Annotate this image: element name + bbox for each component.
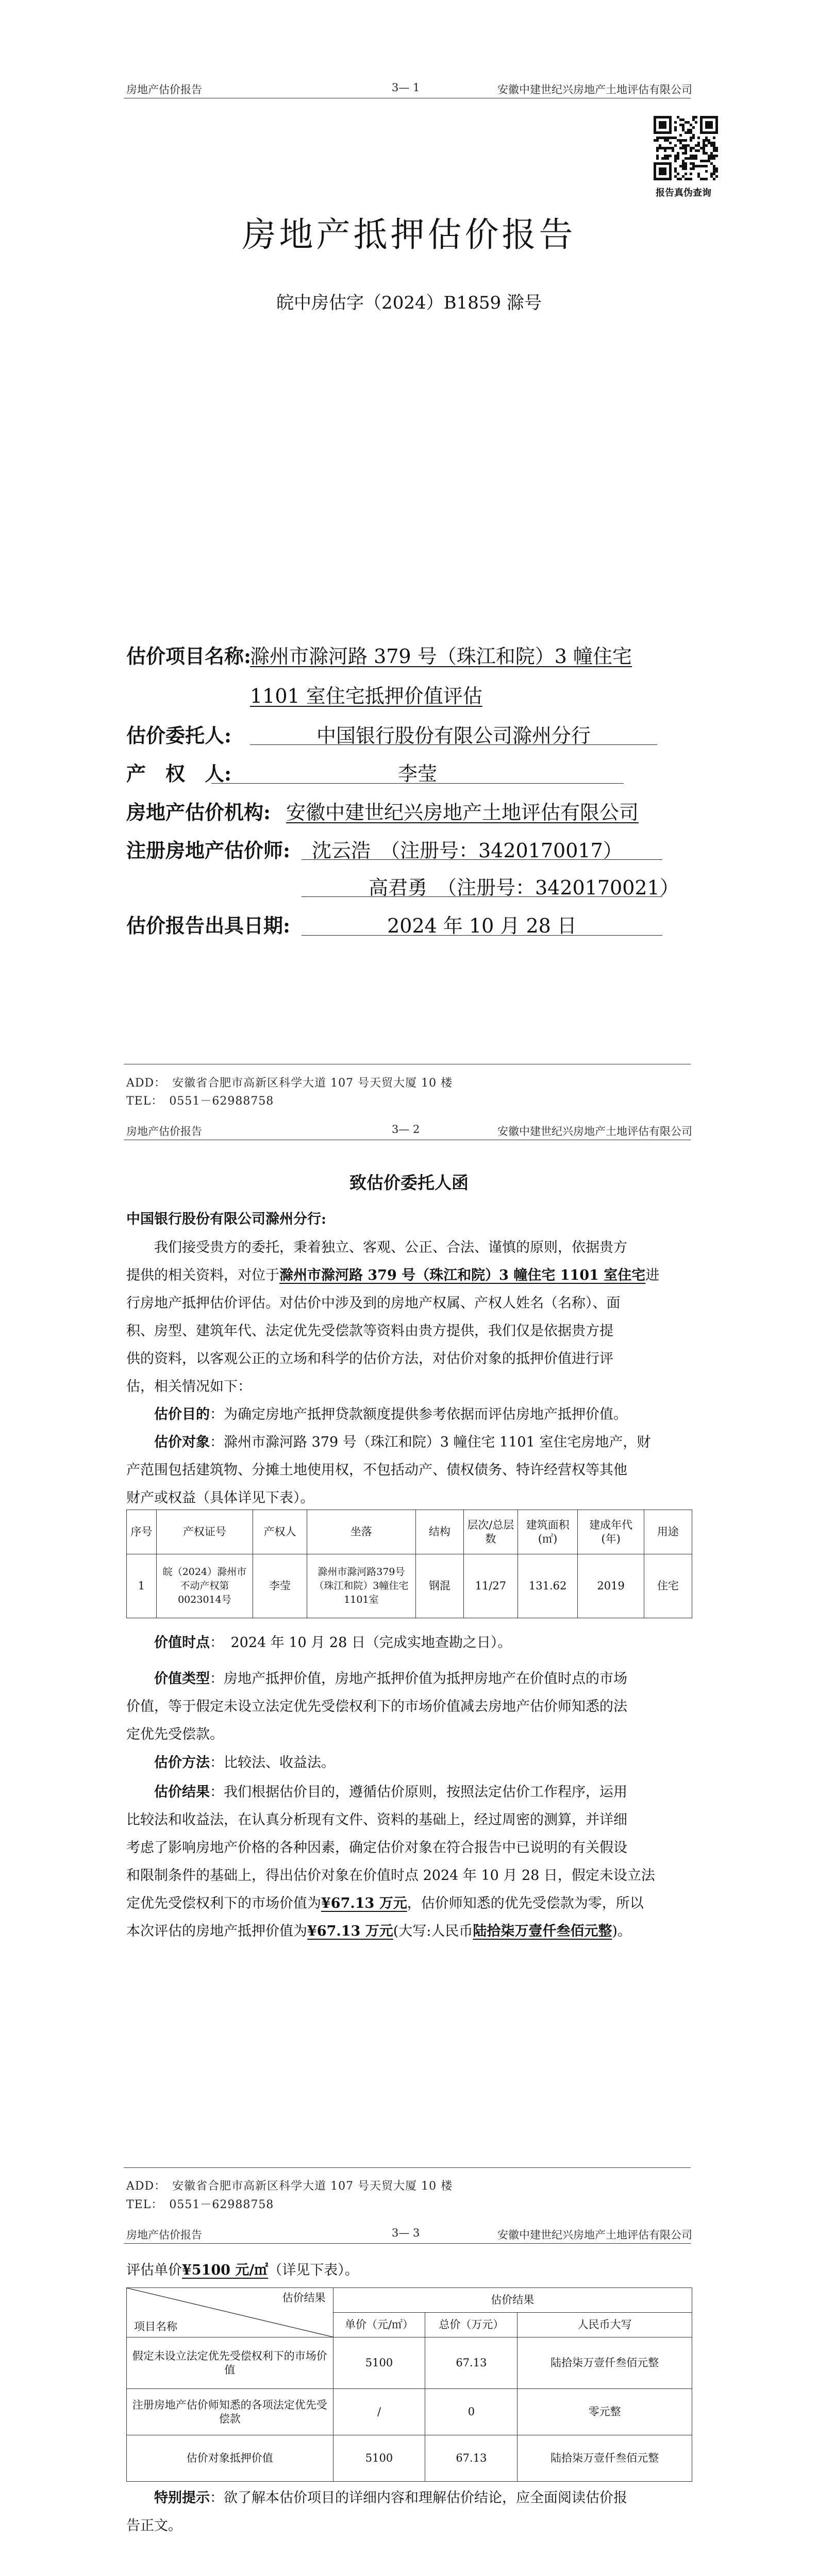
mortgage-value-upper: 陆拾柒万壹仟叁佰元整 [473, 1923, 612, 1939]
footer-tel: TEL： 0551－62988758 [126, 2198, 274, 2211]
project-name-line1: 滁州市滁河路 379 号（珠江和院）3 幢住宅 [250, 645, 632, 668]
letter-result: 估价结果：我们根据估价目的，遵循估价原则，按照法定估价工作程序，运用 比较法和收益法，在认真分析现有文件、资料的基础上，经过周密的测算，并详细 考虑了影响房地产价格的各种因素，确定估价对象在符合报告中已说明的有关假设 和限制条件的基础上，得出估价对象在价值时点 2024 年 10 月 28 日，假定未设立法 定优先受偿权利下的市场价值为¥67.13 万元，估价师知悉的优先受偿款为零，所以 本次评估的房地产抵押价值为¥67.13 万元(大写:人民币陆拾柒万壹仟叁佰元整)。 [126, 1784, 655, 1939]
client-name: 中国银行股份有限公司滁州分行 [316, 724, 591, 747]
letter-method: 估价方法：比较法、收益法。 [154, 1755, 335, 1771]
header-right: 安徽中建世纪兴房地产土地评估有限公司 [497, 1125, 692, 1138]
letter-addressee: 中国银行股份有限公司滁州分行: [126, 1211, 326, 1227]
header-left: 房地产估价报告 [126, 1125, 202, 1138]
property-table [126, 1510, 692, 1618]
client-label: 估价委托人: [126, 724, 232, 747]
market-value: ¥67.13 万元 [321, 1895, 407, 1911]
agency-name: 安徽中建世纪兴房地产土地评估有限公司 [286, 801, 639, 824]
header-page: 3— 2 [392, 1123, 420, 1136]
report-number: 皖中房估字（2024）B1859 滁号 [276, 293, 542, 313]
appraiser-2: 高君勇 （注册号：3420170021） [369, 876, 679, 899]
project-label: 估价项目名称: [126, 645, 252, 668]
letter-object: 估价对象：滁州市滁河路 379 号（珠江和院）3 幢住宅 1101 室住宅房地产，财 产范围包括建筑物、分摊土地使用权，不包括动产、债权债务、特许经营权等其他 财产或权益（具体详见下表）。 [126, 1434, 651, 1506]
unit-price-line: 评估单价¥5100 元/㎡（详见下表）。 [126, 2262, 359, 2278]
unit-price: ¥5100 元/㎡ [182, 2262, 269, 2278]
owner-label: 产 权 人: [126, 762, 232, 785]
letter-purpose: 估价目的：为确定房地产抵押贷款额度提供参考依据而评估房地产抵押价值。 [154, 1406, 627, 1422]
table-header-row: 单价（元/㎡） 总价（万元） 人民币大写 [127, 2313, 692, 2337]
header-page: 3— 3 [392, 2227, 420, 2239]
header-right: 安徽中建世纪兴房地产土地评估有限公司 [497, 83, 692, 96]
owner-name: 李莹 [397, 762, 437, 785]
header-left: 房地产估价报告 [126, 83, 202, 96]
report-date: 2024 年 10 月 28 日 [387, 914, 577, 937]
letter-intro: 我们接受贵方的委托，秉着独立、客观、公正、合法、谨慎的原则，依据贵方 提供的相关资料，对位于滁州市滁河路 379 号（珠江和院）3 幢住宅 1101 室住宅进 行房地产抵押估价评估。对估价中涉及到的房地产权属、产权人姓名（名称）、面 积、房型、建筑年代、法定优先受偿款等资料由贵方提供，我们仅是依据贵方提 供的资料，以客观公正的立场和科学的估价方法，对估价对象的抵押价值进行评 估，相关情况如下： [126, 1240, 660, 1395]
mortgage-value: ¥67.13 万元 [307, 1923, 393, 1939]
footer-address: ADD： 安徽省合肥市高新区科学大道 107 号天贸大厦 10 楼 [126, 1077, 453, 1090]
table-row: 假定未设立法定优先受偿权利下的市场价值 5100 67.13 陆拾柒万壹仟叁佰元整 [127, 2337, 692, 2389]
table-header-row: 序号 产权证号 产权人 坐落 结构 层次/总层数 建筑面积(㎡) 建成年代(年) 用途 [127, 1510, 692, 1554]
property-address: 滁州市滁河路 379 号（珠江和院）3 幢住宅 1101 室住宅 [279, 1267, 646, 1283]
footer-tel: TEL： 0551－62988758 [126, 1095, 274, 1108]
agency-label: 房地产估价机构: [126, 801, 271, 824]
appraiser-1: 沈云浩 （注册号：3420170017） [312, 839, 623, 862]
appraiser-label: 注册房地产估价师: [126, 839, 291, 862]
special-tip: 特别提示：欲了解本估价项目的详细内容和理解估价结论，应全面阅读估价报 告正文。 [126, 2490, 627, 2534]
table-corner-cell: 估价结果 项目名称 [127, 2288, 333, 2337]
project-name-line2: 1101 室住宅抵押价值评估 [250, 685, 482, 707]
letter-title: 致估价委托人函 [349, 1173, 469, 1193]
table-row: 注册房地产估价师知悉的各项法定优先受偿款 / 0 零元整 [127, 2389, 692, 2435]
date-label: 估价报告出具日期: [126, 914, 291, 937]
result-table [126, 2287, 692, 2482]
letter-value-date: 价值时点： 2024 年 10 月 28 日（完成实地查勘之日）。 [154, 1635, 512, 1651]
letter-value-type: 价值类型：房地产抵押价值，房地产抵押价值为抵押房地产在价值时点的市场 价值，等于假定未设立法定优先受偿权利下的市场价值减去房地产估价师知悉的法 定优先受偿款。 [126, 1671, 627, 1742]
table-row: 1 皖（2024）滁州市不动产权第0023014号 李莹 滁州市滁河路379号（珠江和院）3幢住宅1101室 钢混 11/27 131.62 2019 住宅 [127, 1554, 692, 1618]
footer-address: ADD： 安徽省合肥市高新区科学大道 107 号天贸大厦 10 楼 [126, 2180, 453, 2193]
header-right: 安徽中建世纪兴房地产土地评估有限公司 [497, 2229, 692, 2241]
header-left: 房地产估价报告 [126, 2229, 202, 2241]
report-title: 房地产抵押估价报告 [242, 215, 576, 255]
qr-code-icon[interactable] [654, 116, 718, 180]
qr-caption: 报告真伪查询 [656, 188, 711, 198]
header-page: 3— 1 [392, 81, 420, 94]
table-row: 估价对象抵押价值 5100 67.13 陆拾柒万壹仟叁佰元整 [127, 2435, 692, 2482]
table-group-header: 估价结果 [333, 2288, 692, 2313]
